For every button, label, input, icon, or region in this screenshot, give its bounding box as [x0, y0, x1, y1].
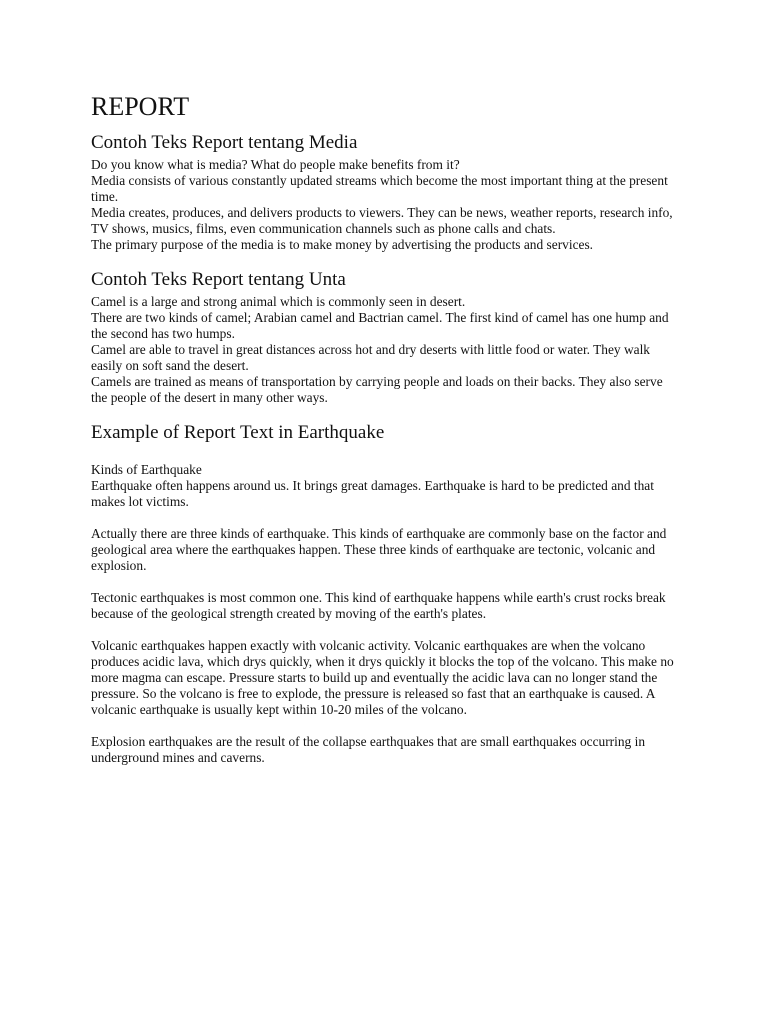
section-subtitle: Kinds of Earthquake [91, 462, 202, 477]
section-heading-unta: Contoh Teks Report tentang Unta [91, 269, 346, 290]
paragraph: Camels are trained as means of transportation by carrying people and loads on their backs. They also serve the people of the desert in many other ways. [91, 374, 663, 405]
paragraph: Do you know what is media? What do people make benefits from it? [91, 157, 460, 172]
document-page [91, 92, 681, 782]
paragraph: Media consists of various constantly updated streams which become the most important thing at the present time. [91, 173, 668, 204]
section-media [91, 132, 681, 253]
section-earthquake [91, 422, 681, 766]
paragraph: Camel are able to travel in great distances across hot and dry deserts with little food or water. They walk easily on soft sand the desert. [91, 342, 651, 373]
paragraph: Camel is a large and strong animal which is commonly seen in desert. [91, 294, 466, 309]
paragraph: The primary purpose of the media is to make money by advertising the products and services. [91, 237, 594, 252]
paragraph: Media creates, produces, and delivers products to viewers. They can be news, weather reports, research info, TV shows, musics, films, even communication channels such as phone calls and chats. [91, 205, 673, 236]
section-heading-media: Contoh Teks Report tentang Media [91, 132, 358, 153]
section-heading-earthquake: Example of Report Text in Earthquake [91, 422, 385, 443]
paragraph: Explosion earthquakes are the result of the collapse earthquakes that are small earthquakes occurring in underground mines and caverns. [91, 734, 646, 765]
paragraph: Earthquake often happens around us. It brings great damages. Earthquake is hard to be predicted and that makes lot victims. [91, 478, 654, 509]
paragraph: Volcanic earthquakes happen exactly with volcanic activity. Volcanic earthquakes are when the volcano produces acidic lava, which drys quickly, when it drys quickly it blocks the top of the volcano. This make no more magma can escape. Pressure starts to build up and eventually the acidic lava can no longer stand the pressure. So the volcano is free to explode, the pressure is released so fast that an earthquake is caused. A volcanic earthquake is usually kept within 10-20 miles of the volcano. [91, 638, 674, 717]
paragraph: Actually there are three kinds of earthquake. This kinds of earthquake are commonly base on the factor and geological area where the earthquakes happen. These three kinds of earthquake are tectonic, volcanic and explosion. [91, 526, 667, 573]
document-title: REPORT [91, 92, 190, 121]
paragraph: There are two kinds of camel; Arabian camel and Bactrian camel. The first kind of camel has one hump and the second has two humps. [91, 310, 669, 341]
section-unta [91, 269, 681, 406]
paragraph: Tectonic earthquakes is most common one. This kind of earthquake happens while earth's crust rocks break because of the geological strength created by moving of the earth's plates. [91, 590, 666, 621]
